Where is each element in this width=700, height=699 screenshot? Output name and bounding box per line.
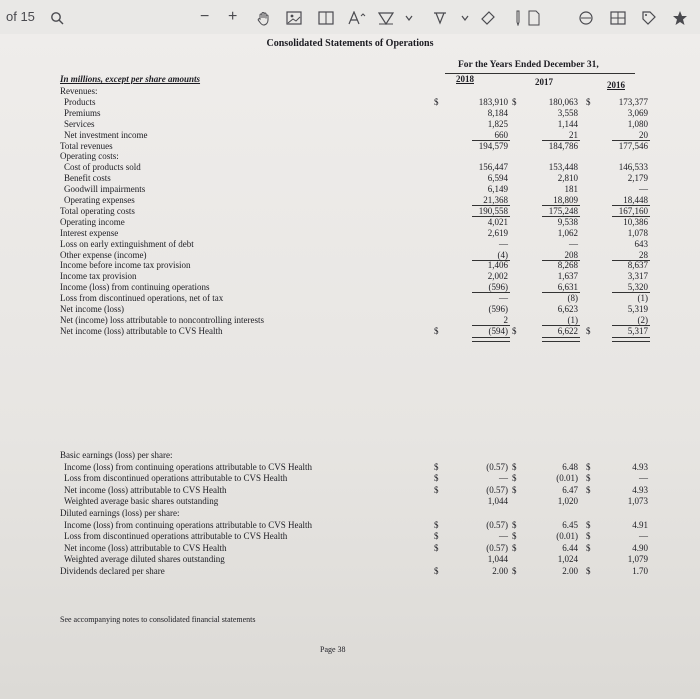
value-2018: 156,447 — [478, 162, 508, 173]
dollar-sign: $ — [586, 484, 591, 495]
value-2018: 190,558 — [478, 205, 508, 216]
value-2017: 6,622 — [557, 325, 578, 336]
value-2017: 9,538 — [557, 216, 578, 227]
page-number: Page 38 — [320, 645, 346, 654]
row-label: Income (loss) from continuing operations attributable to CVS Health — [64, 461, 312, 472]
value-2016: 173,377 — [618, 96, 648, 107]
value-2016: — — [639, 531, 648, 542]
hand-icon[interactable] — [256, 0, 272, 34]
value-2017: 6.47 — [562, 484, 578, 495]
value-2018: 183,910 — [478, 96, 508, 107]
value-2017: 1,024 — [557, 554, 578, 565]
search-icon[interactable] — [50, 0, 64, 34]
zoom-in-button[interactable]: + — [228, 8, 238, 25]
pdf-toolbar — [0, 0, 700, 35]
dollar-sign: $ — [512, 519, 517, 530]
value-2016: 146,533 — [618, 162, 648, 173]
dollar-sign: $ — [512, 484, 517, 495]
row-label: Income before income tax provision — [60, 260, 191, 271]
image-icon[interactable] — [286, 0, 302, 34]
value-2016: 4.93 — [632, 461, 648, 472]
row-label: Services — [64, 118, 95, 129]
row-label: Net investment income — [64, 129, 148, 140]
dollar-sign: $ — [434, 473, 439, 484]
row-label: Products — [64, 96, 96, 107]
dollar-sign: $ — [512, 542, 517, 553]
page-view-icon[interactable] — [318, 0, 334, 34]
row-label: Income (loss) from continuing operations — [60, 282, 210, 293]
dollar-sign: $ — [512, 461, 517, 472]
period-header: For the Years Ended December 31, — [458, 60, 599, 70]
value-2018: — — [499, 531, 508, 542]
value-2016: 4.93 — [632, 484, 648, 495]
value-2016: 643 — [634, 238, 648, 249]
value-2016: 3,069 — [627, 107, 648, 118]
value-2016: 4.91 — [632, 519, 648, 530]
row-label: Revenues: — [60, 86, 98, 96]
value-2016: 5,319 — [627, 304, 648, 314]
value-2017: 180,063 — [548, 96, 578, 107]
value-2016: 167,160 — [618, 205, 648, 216]
row-label: Income tax provision — [60, 271, 137, 282]
value-2017: 8,268 — [557, 260, 578, 271]
dollar-sign: $ — [434, 325, 439, 336]
value-2018: 6,594 — [487, 173, 508, 184]
value-2017: 2,810 — [557, 173, 578, 184]
row-label: Net income (loss) attributable to CVS Health — [64, 542, 227, 553]
value-2017: (1) — [567, 314, 578, 325]
row-label: Net income (loss) attributable to CVS Health — [60, 325, 223, 336]
row-label: Net income (loss) attributable to CVS Health — [64, 484, 227, 495]
value-2018: 21,368 — [483, 195, 508, 205]
row-label: Operating expenses — [64, 195, 135, 205]
value-2018: — — [499, 473, 508, 484]
dollar-sign: $ — [586, 519, 591, 530]
dollar-sign: $ — [512, 96, 517, 107]
row-label: Operating income — [60, 216, 125, 227]
footnote: See accompanying notes to consolidated financial statements — [60, 615, 256, 624]
dollar-sign: $ — [434, 461, 439, 472]
draw-icon[interactable] — [378, 0, 394, 34]
value-2017: 18,809 — [553, 195, 578, 205]
value-2017: 1,637 — [557, 271, 578, 282]
value-2018: 2,619 — [487, 227, 508, 238]
dollar-sign: $ — [434, 566, 439, 576]
row-label: Goodwill impairments — [64, 184, 146, 195]
value-2018: 1,044 — [487, 554, 508, 565]
value-2017: — — [569, 238, 578, 249]
value-2017: 3,558 — [557, 107, 578, 118]
year-2018: 2018 — [456, 74, 474, 84]
chevron-down-icon[interactable] — [404, 0, 414, 34]
dollar-sign: $ — [586, 473, 591, 484]
value-2017: 2.00 — [562, 566, 578, 576]
dollar-sign: $ — [586, 542, 591, 553]
row-label: Income (loss) from continuing operations attributable to CVS Health — [64, 519, 312, 530]
value-2016: 1,080 — [627, 118, 648, 129]
dollar-sign: $ — [434, 531, 439, 542]
value-2018: 660 — [494, 129, 508, 140]
tag-icon[interactable] — [642, 0, 656, 34]
value-2018: (0.57) — [486, 542, 508, 553]
value-2017: 1,020 — [557, 496, 578, 507]
value-2017: (0.01) — [556, 473, 578, 484]
value-2017: 6.44 — [562, 542, 578, 553]
row-label: Operating costs: — [60, 151, 119, 162]
value-2018: 4,021 — [487, 216, 508, 227]
row-label: Weighted average diluted shares outstanding — [64, 554, 225, 565]
row-label: Net (income) loss attributable to noncontrolling interests — [60, 314, 264, 325]
value-2018: (596) — [488, 282, 508, 293]
value-2016: 1,073 — [627, 496, 648, 507]
value-2018: 1,825 — [487, 118, 508, 129]
dollar-sign: $ — [434, 542, 439, 553]
chevron-down-icon[interactable] — [460, 0, 470, 34]
value-2018: 1,406 — [487, 260, 508, 271]
value-2017: 153,448 — [548, 162, 578, 173]
value-2016: 18,448 — [623, 195, 648, 205]
star-icon[interactable] — [672, 0, 688, 34]
eraser-icon[interactable] — [480, 0, 496, 34]
dollar-sign: $ — [512, 473, 517, 484]
value-2016: 2,179 — [627, 173, 648, 184]
value-2016: 5,317 — [627, 325, 648, 336]
row-label: Loss from discontinued operations, net of tax — [60, 293, 224, 304]
row-label: Dividends declared per share — [60, 566, 165, 576]
value-2016: 28 — [639, 249, 648, 260]
value-2018: (0.57) — [486, 461, 508, 472]
stamp-icon[interactable] — [578, 0, 594, 34]
value-2018: 1,044 — [487, 496, 508, 507]
page-title: Consolidated Statements of Operations — [266, 38, 434, 49]
row-label: Net income (loss) — [60, 304, 124, 314]
row-label: Other expense (income) — [60, 249, 147, 260]
text-size-icon[interactable] — [348, 0, 366, 34]
dollar-sign: $ — [586, 96, 591, 107]
value-2016: 8,637 — [627, 260, 648, 271]
value-2016: 177,546 — [618, 140, 648, 151]
dollar-sign: $ — [586, 461, 591, 472]
value-2018: (4) — [497, 249, 508, 260]
dollar-sign: $ — [512, 566, 517, 576]
row-label: Loss on early extinguishment of debt — [60, 238, 194, 249]
pencil-icon[interactable] — [512, 0, 524, 34]
page-count: of 15 — [6, 9, 35, 24]
value-2017: 21 — [569, 129, 578, 140]
value-2016: — — [639, 184, 648, 195]
dollar-sign: $ — [434, 484, 439, 495]
value-2018: 6,149 — [487, 184, 508, 195]
value-2016: 3,317 — [627, 271, 648, 282]
value-2017: (0.01) — [556, 531, 578, 542]
value-2017: 181 — [564, 184, 578, 195]
row-label: Basic earnings (loss) per share: — [60, 450, 173, 460]
value-2016: 4.90 — [632, 542, 648, 553]
value-2018: — — [499, 293, 508, 304]
value-2016: (2) — [637, 314, 648, 325]
row-label: Total operating costs — [60, 205, 135, 216]
value-2017: 184,786 — [548, 140, 578, 151]
value-2016: 1,079 — [627, 554, 648, 565]
value-2016: 10,386 — [623, 216, 648, 227]
highlight-icon[interactable] — [432, 0, 448, 34]
value-2016: 1.70 — [632, 566, 648, 576]
value-2017: 175,248 — [548, 205, 578, 216]
row-label: Interest expense — [60, 227, 119, 238]
value-2018: (596) — [488, 304, 508, 314]
dollar-sign: $ — [586, 531, 591, 542]
value-2018: — — [499, 238, 508, 249]
dollar-sign: $ — [586, 566, 591, 576]
document-page — [0, 34, 700, 699]
value-2018: 2,002 — [487, 271, 508, 282]
row-label: Weighted average basic shares outstanding — [64, 496, 219, 507]
value-2017: 6,631 — [557, 282, 578, 293]
value-2017: 6,623 — [557, 304, 578, 314]
year-2017: 2017 — [535, 77, 553, 87]
value-2016: 20 — [639, 129, 648, 140]
value-2018: (0.57) — [486, 519, 508, 530]
value-2016: 1,078 — [627, 227, 648, 238]
value-2017: 6.45 — [562, 519, 578, 530]
value-2017: 1,144 — [557, 118, 578, 129]
dollar-sign: $ — [434, 96, 439, 107]
value-2017: 6.48 — [562, 461, 578, 472]
dollar-sign: $ — [512, 531, 517, 542]
dollar-sign: $ — [512, 325, 517, 336]
value-2018: (0.57) — [486, 484, 508, 495]
value-2018: 2 — [503, 314, 508, 325]
value-2016: 5,320 — [627, 282, 648, 293]
row-label: Benefit costs — [64, 173, 111, 184]
row-label: Diluted earnings (loss) per share: — [60, 508, 180, 518]
dollar-sign: $ — [434, 519, 439, 530]
value-2016: — — [639, 473, 648, 484]
value-2017: 208 — [564, 249, 578, 260]
year-2016: 2016 — [607, 80, 625, 90]
value-2018: 194,579 — [478, 140, 508, 151]
row-label: Loss from discontinued operations attributable to CVS Health — [64, 531, 288, 542]
row-label: Premiums — [64, 107, 101, 118]
dollar-sign: $ — [586, 325, 591, 336]
value-2017: 1,062 — [557, 227, 578, 238]
row-label: Cost of products sold — [64, 162, 141, 173]
units-label: In millions, except per share amounts — [60, 74, 201, 84]
zoom-out-button[interactable]: − — [200, 8, 210, 25]
row-label: Total revenues — [60, 140, 113, 151]
value-2018: 8,184 — [487, 107, 508, 118]
value-2018: (594) — [488, 325, 508, 336]
grid-icon[interactable] — [610, 0, 626, 34]
row-label: Loss from discontinued operations attributable to CVS Health — [64, 473, 288, 484]
value-2016: (1) — [637, 293, 648, 304]
document-icon[interactable] — [528, 0, 540, 34]
value-2018: 2.00 — [492, 566, 508, 576]
value-2017: (8) — [567, 293, 578, 304]
